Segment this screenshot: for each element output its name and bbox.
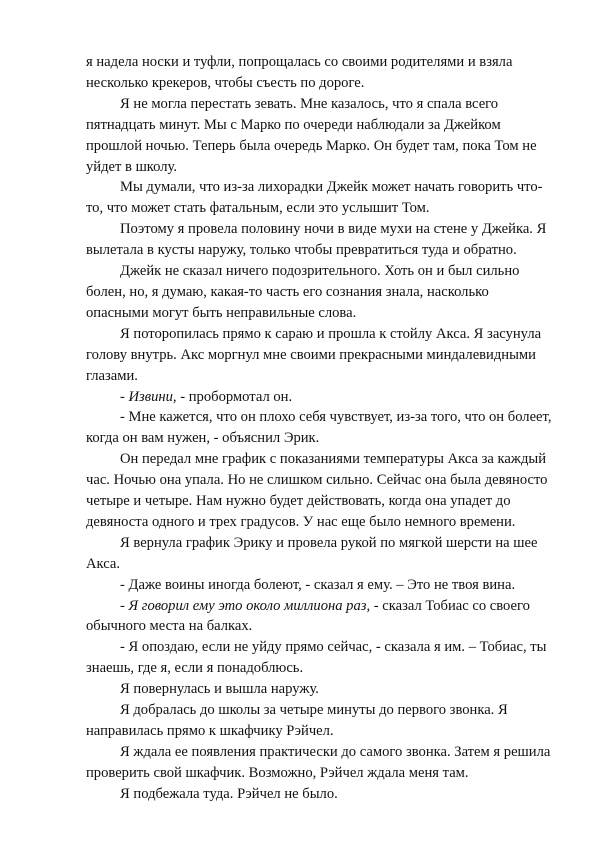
text-run: Я подбежала туда. Рэйчел не было.: [120, 785, 338, 802]
paragraph: [86, 679, 554, 700]
paragraph: [86, 784, 554, 805]
text-run: Он передал мне график с показаниями температуры Акса за каждый час. Ночью она упала. Но не слишком сильно. Сейчас она была девяносто четыре и четыре. Нам нужно будет действовать, когда она упадет до девяноста одного и трех градусов. У нас еще было немного времени.: [86, 451, 548, 530]
paragraph: [86, 324, 554, 387]
text-run: Я повернулась и вышла наружу.: [120, 681, 319, 698]
italic-text: Я говорил ему это около миллиона раз,: [128, 597, 371, 614]
text-run: Я не могла перестать зевать. Мне казалось, что я спала всего пятнадцать минут. Мы с Марко по очереди наблюдали за Джейком прошлой ночью. Теперь была очередь Марко. Он будет там, пока Том не уйдет в школу.: [86, 95, 537, 175]
text-run: -: [120, 597, 129, 614]
paragraph: [86, 94, 554, 178]
paragraph: [86, 533, 554, 575]
text-run: - Я опоздаю, если не уйду прямо сейчас, - сказала я им. – Тобиас, ты знаешь, где я, если я понадоблюсь.: [86, 639, 547, 677]
paragraph: [86, 575, 554, 596]
text-run: - сказал Тобиас со своего обычного места на балках.: [86, 597, 530, 635]
text-run: - пробормотал он.: [176, 388, 293, 405]
text-run: Я вернула график Эрику и провела рукой по мягкой шерсти на шее Акса.: [86, 534, 538, 572]
paragraph: [86, 387, 554, 408]
paragraph: [86, 261, 554, 324]
paragraph: [86, 177, 554, 219]
paragraph: [86, 407, 554, 449]
text-run: я надела носки и туфли, попрощалась со своими родителями и взяла несколько крекеров, чтобы съесть по дороге.: [86, 54, 513, 91]
text-run: Я ждала ее появления практически до самого звонка. Затем я решила проверить свой шкафчик. Возможно, Рэйчел ждала меня там.: [86, 743, 551, 781]
paragraph: [86, 596, 554, 638]
text-run: -: [120, 388, 129, 405]
paragraph: [86, 449, 554, 533]
paragraph: [86, 52, 554, 94]
paragraph: [86, 742, 554, 784]
text-run: - Даже воины иногда болеют, - сказал я ему. – Это не твоя вина.: [120, 576, 516, 593]
paragraph: [86, 219, 554, 261]
paragraph: [86, 700, 554, 742]
text-run: Поэтому я провела половину ночи в виде мухи на стене у Джейка. Я вылетала в кусты наружу, только чтобы превратиться туда и обратно.: [86, 221, 547, 259]
text-run: Я добралась до школы за четыре минуты до первого звонка. Я направилась прямо к шкафчику Рэйчел.: [86, 702, 508, 739]
text-run: Мы думали, что из-за лихорадки Джейк может начать говорить что-то, что может стать фатальным, если это услышит Том.: [86, 179, 543, 217]
document-page: [86, 52, 554, 805]
italic-text: Извини,: [128, 388, 177, 405]
paragraph: [86, 637, 554, 679]
text-run: - Мне кажется, что он плохо себя чувствует, из-за того, что он болеет, когда он вам нужен, - объяснил Эрик.: [86, 409, 552, 447]
text-run: Джейк не сказал ничего подозрительного. Хоть он и был сильно болен, но, я думаю, какая-то часть его сознания знала, насколько опасными могут быть неправильные слова.: [86, 263, 520, 321]
text-run: Я поторопилась прямо к сараю и прошла к стойлу Акса. Я засунула голову внутрь. Акс моргнул мне своими прекрасными миндалевидными глазами.: [86, 325, 542, 384]
